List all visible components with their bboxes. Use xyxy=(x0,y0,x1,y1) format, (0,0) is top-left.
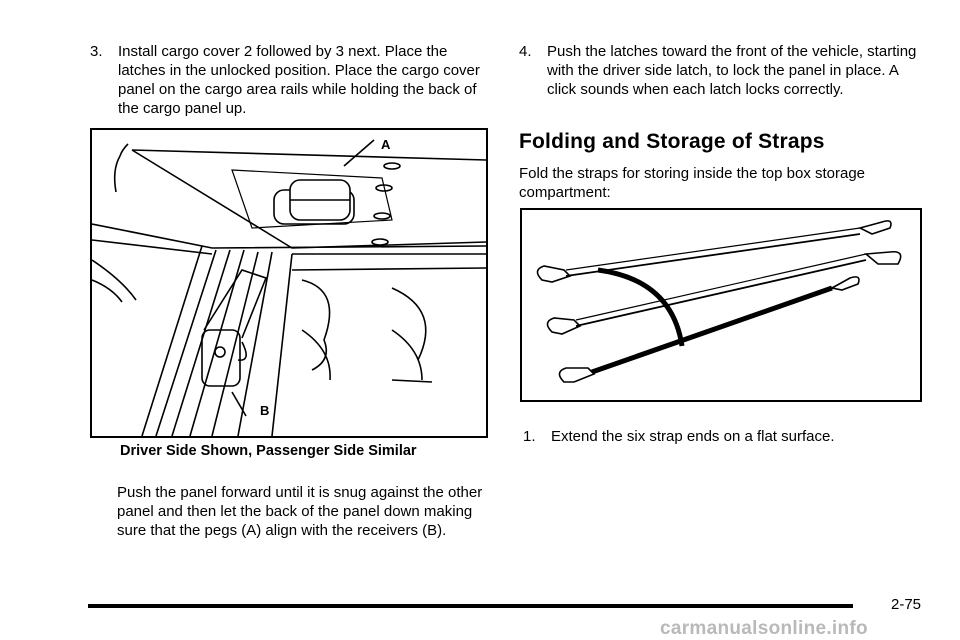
section-heading: Folding and Storage of Straps xyxy=(519,130,825,153)
body-paragraph: Push the panel forward until it is snug against the other panel and then let the back of the panel down making sure that the pegs (A) align with the receivers (B). xyxy=(117,484,483,539)
cargo-panel-drawing xyxy=(92,130,486,436)
intro-paragraph: Fold the straps for storing inside the top box storage compartment: xyxy=(519,165,866,201)
step-number: 1. xyxy=(523,428,536,445)
step-text: Push the latches toward the front of the vehicle, starting with the driver side latch, to lock the panel in place. A click sounds when each latch locks correctly. xyxy=(547,43,917,98)
page-number: 2-75 xyxy=(891,596,922,613)
step-number: 4. xyxy=(519,43,532,60)
step-text: Extend the six strap ends on a flat surface. xyxy=(551,428,835,445)
step-1 xyxy=(523,427,923,446)
label-b: B xyxy=(260,403,270,418)
figure-caption: Driver Side Shown, Passenger Side Similar xyxy=(120,443,417,459)
straps-drawing xyxy=(522,210,920,400)
step-text: Install cargo cover 2 followed by 3 next. Place the latches in the unlocked position. Place the cargo cover panel on the cargo area rails while holding the back of the cargo panel up. xyxy=(118,43,480,117)
label-a: A xyxy=(381,137,391,152)
step-4 xyxy=(519,42,924,99)
straps-illustration xyxy=(520,208,922,402)
step-3 xyxy=(90,42,498,118)
watermark: carmanualsonline.info xyxy=(660,618,868,639)
footer-rule xyxy=(88,604,853,608)
cargo-panel-illustration xyxy=(90,128,488,438)
step-number: 3. xyxy=(90,43,103,60)
